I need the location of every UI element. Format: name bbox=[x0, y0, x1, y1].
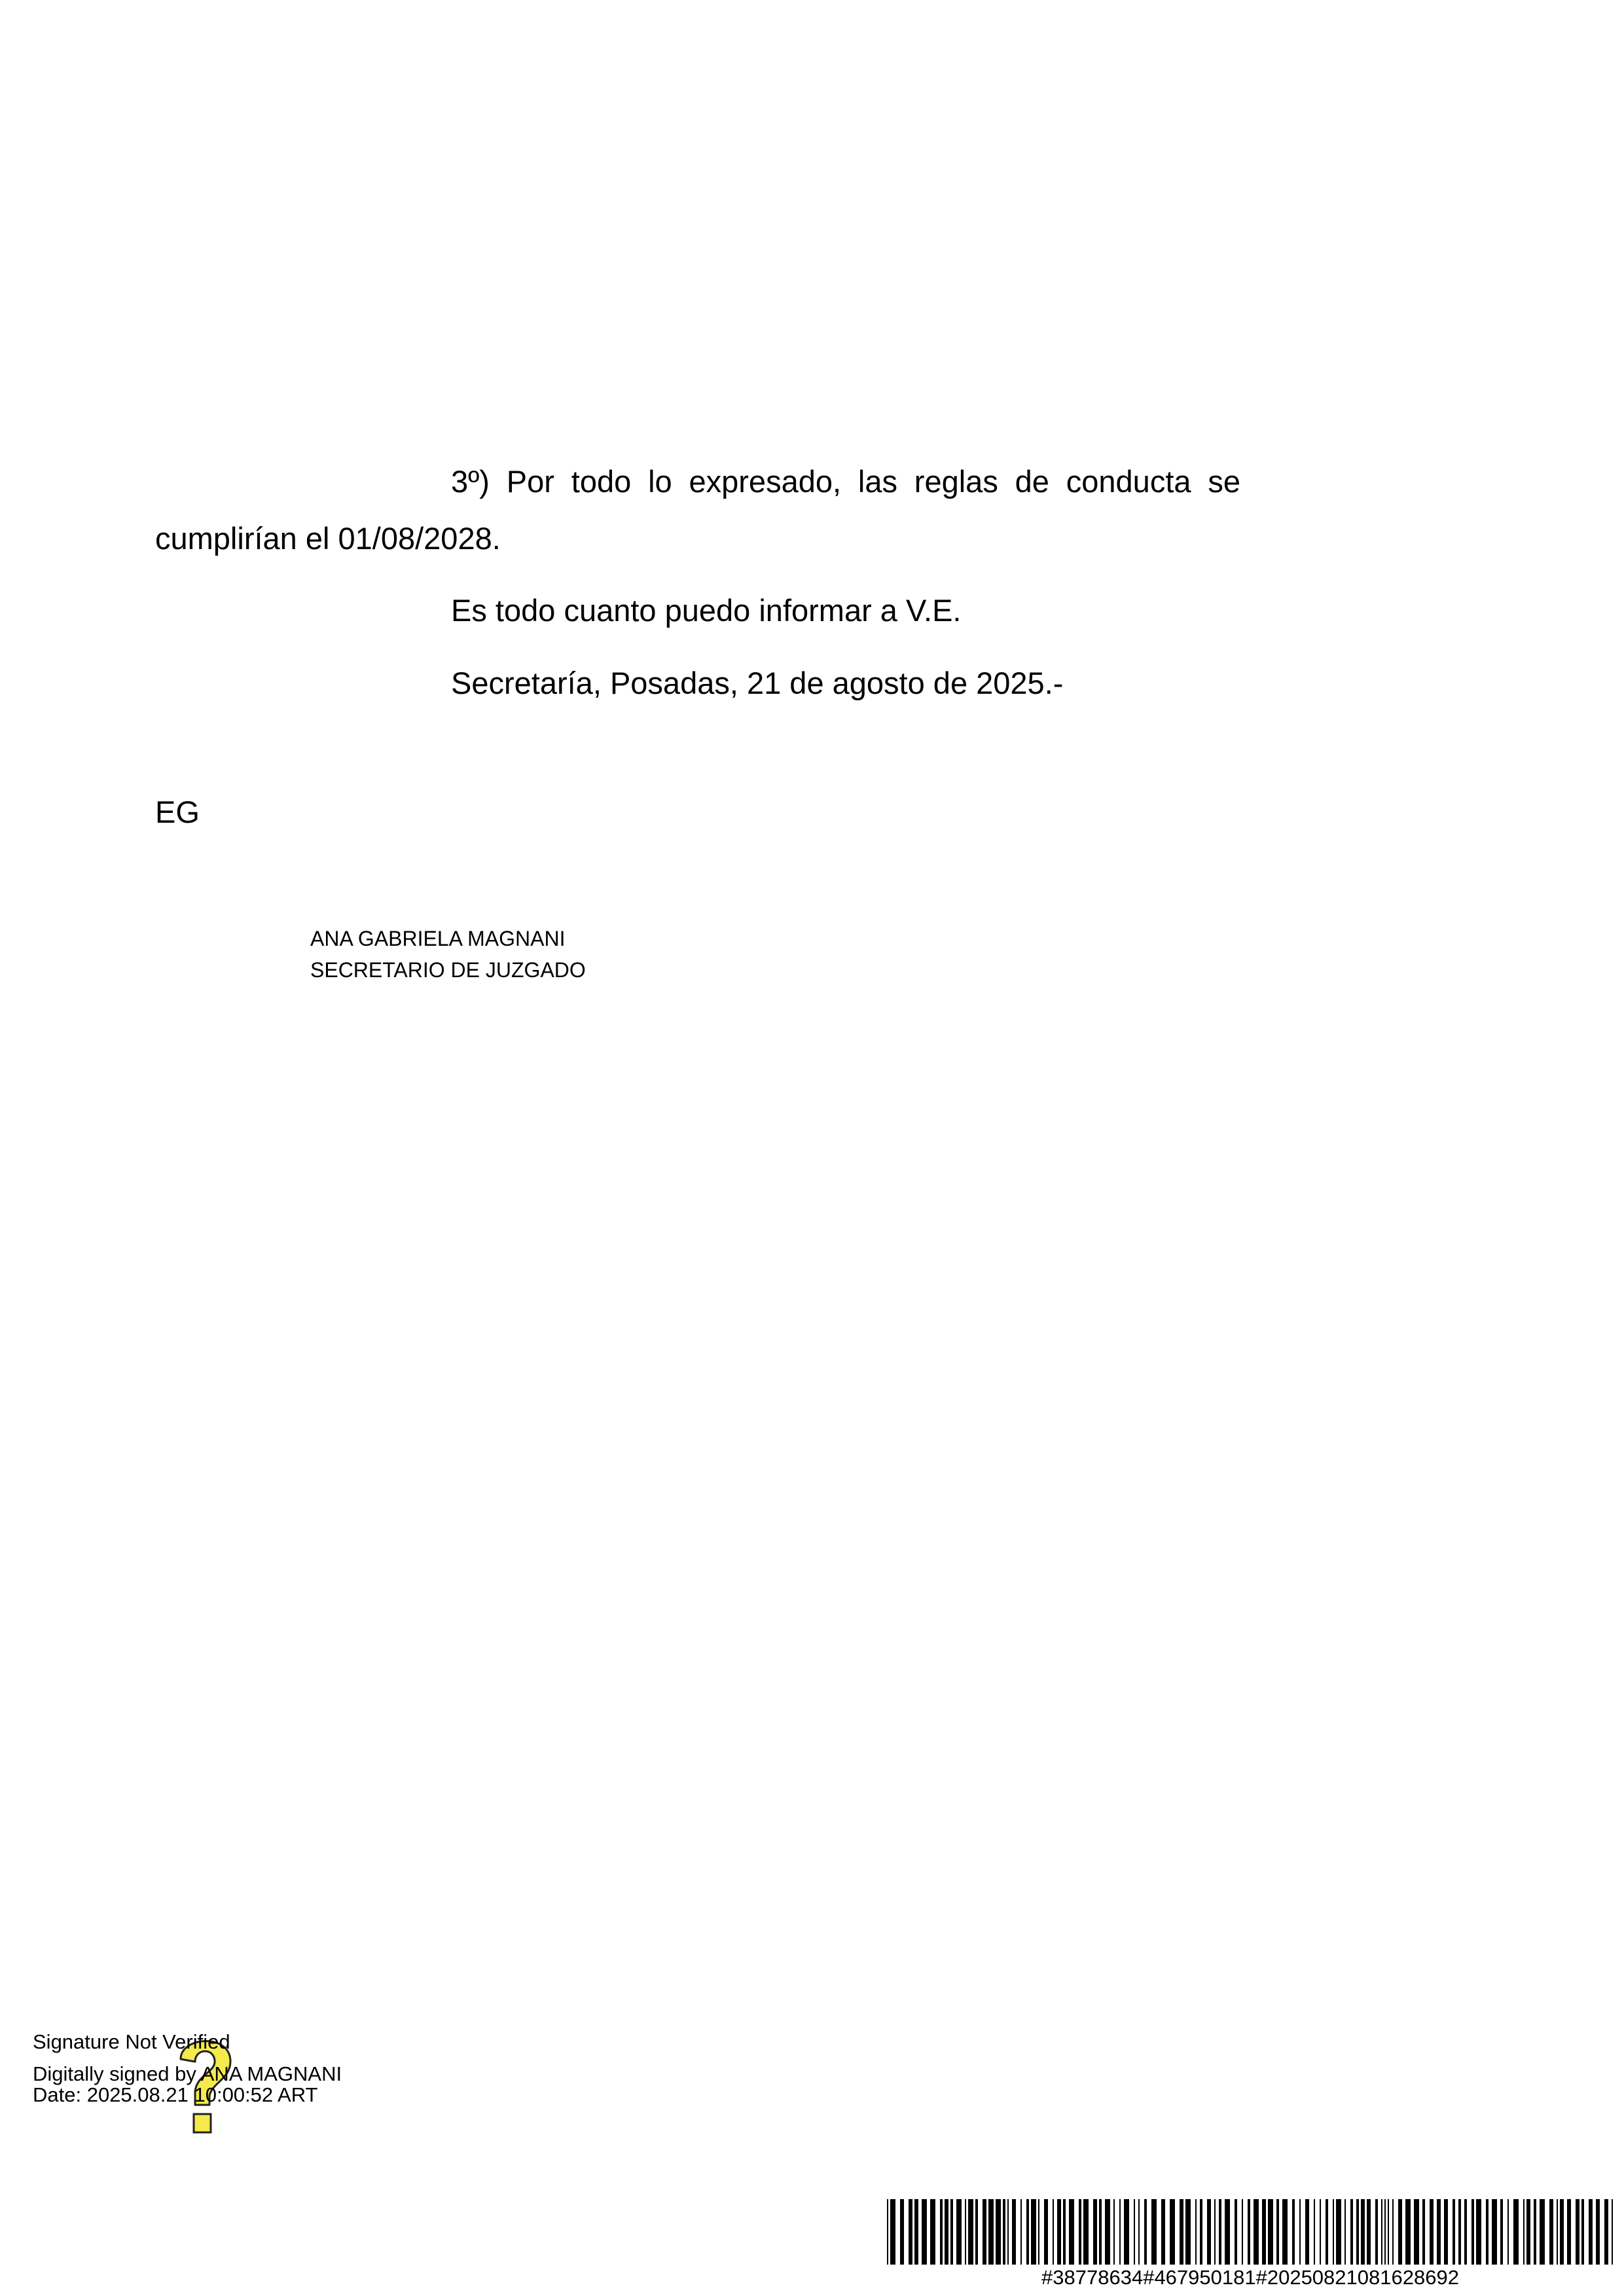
barcode-bar bbox=[1083, 2199, 1089, 2265]
signature-date: Date: 2025.08.21 10:00:52 ART bbox=[33, 2083, 318, 2106]
barcode-bar bbox=[1336, 2199, 1341, 2265]
barcode-bar bbox=[1567, 2199, 1571, 2265]
barcode-bar bbox=[1105, 2199, 1110, 2265]
barcode-bar bbox=[1007, 2199, 1009, 2265]
barcode-bar bbox=[1299, 2199, 1301, 2265]
paragraph-3-first-line: 3º) Por todo lo expresado, las reglas de conducta se bbox=[451, 464, 1240, 499]
barcode-bar bbox=[975, 2199, 978, 2265]
barcode-bar bbox=[1200, 2199, 1202, 2265]
barcode-bar bbox=[1444, 2199, 1448, 2265]
barcode-bar bbox=[1134, 2199, 1135, 2265]
barcode-bar bbox=[1581, 2199, 1584, 2265]
barcode-bar bbox=[1069, 2199, 1074, 2265]
barcode-bar bbox=[1099, 2199, 1102, 2265]
barcode-bar bbox=[1119, 2199, 1121, 2265]
barcode-code: #38778634#467950181#20250821081628692 bbox=[1041, 2266, 1459, 2289]
barcode-bar bbox=[1486, 2199, 1489, 2265]
barcode-bar bbox=[900, 2199, 904, 2265]
closing-paragraph: Es todo cuanto puedo informar a V.E. bbox=[451, 593, 962, 628]
barcode-bar bbox=[940, 2199, 943, 2265]
barcode-bar bbox=[1242, 2199, 1243, 2265]
barcode-bar bbox=[1367, 2199, 1371, 2265]
barcode bbox=[887, 2199, 1614, 2265]
barcode-bar bbox=[1282, 2199, 1288, 2265]
barcode-bar bbox=[1549, 2199, 1553, 2265]
barcode-bar bbox=[956, 2199, 962, 2265]
barcode-bar bbox=[1180, 2199, 1183, 2265]
barcode-bar bbox=[1235, 2199, 1237, 2265]
barcode-bar bbox=[965, 2199, 966, 2265]
barcode-bar bbox=[1219, 2199, 1221, 2265]
barcode-bar bbox=[1305, 2199, 1309, 2265]
barcode-bar bbox=[1388, 2199, 1389, 2265]
barcode-bar bbox=[1185, 2199, 1191, 2265]
barcode-bar bbox=[1079, 2199, 1081, 2265]
barcode-bar bbox=[1471, 2199, 1474, 2265]
barcode-bar bbox=[1430, 2199, 1434, 2265]
barcode-bar bbox=[1326, 2199, 1328, 2265]
signatory-name: ANA GABRIELA MAGNANI bbox=[310, 927, 566, 950]
barcode-bar bbox=[1361, 2199, 1365, 2265]
barcode-bar bbox=[1507, 2199, 1509, 2265]
barcode-bar bbox=[1414, 2199, 1419, 2265]
barcode-bar bbox=[1612, 2199, 1613, 2265]
barcode-bar bbox=[1124, 2199, 1129, 2265]
barcode-bar bbox=[1464, 2199, 1467, 2265]
barcode-bar bbox=[1170, 2199, 1175, 2265]
barcode-bar bbox=[1604, 2199, 1608, 2265]
barcode-bar bbox=[1453, 2199, 1455, 2265]
barcode-bar bbox=[1523, 2199, 1525, 2265]
barcode-bar bbox=[930, 2199, 935, 2265]
barcode-bar bbox=[1248, 2199, 1250, 2265]
barcode-bar bbox=[1492, 2199, 1497, 2265]
barcode-bar bbox=[1031, 2199, 1036, 2265]
barcode-bar bbox=[1012, 2199, 1016, 2265]
barcode-bar bbox=[1020, 2199, 1022, 2265]
paragraph-3-second-line: cumplirían el 01/08/2028. bbox=[155, 521, 501, 556]
barcode-bar bbox=[1422, 2199, 1425, 2265]
barcode-bar bbox=[1276, 2199, 1279, 2265]
barcode-bar bbox=[1063, 2199, 1066, 2265]
barcode-bar bbox=[1113, 2199, 1115, 2265]
barcode-bar bbox=[1292, 2199, 1295, 2265]
barcode-bar bbox=[909, 2199, 912, 2265]
barcode-bar bbox=[1344, 2199, 1346, 2265]
barcode-bar bbox=[1589, 2199, 1593, 2265]
barcode-bar bbox=[1350, 2199, 1353, 2265]
place-date-line: Secretaría, Posadas, 21 de agosto de 2025.- bbox=[451, 666, 1064, 700]
barcode-bar bbox=[1003, 2199, 1005, 2265]
barcode-bar bbox=[1540, 2199, 1545, 2265]
barcode-bar bbox=[1195, 2199, 1197, 2265]
barcode-bar bbox=[983, 2199, 986, 2265]
barcode-bar bbox=[1375, 2199, 1378, 2265]
barcode-bar bbox=[1356, 2199, 1359, 2265]
barcode-bar bbox=[1576, 2199, 1579, 2265]
barcode-bar bbox=[950, 2199, 953, 2265]
barcode-bar bbox=[1161, 2199, 1165, 2265]
barcode-bar bbox=[890, 2199, 895, 2265]
barcode-bar bbox=[1044, 2199, 1048, 2265]
barcode-bar bbox=[1138, 2199, 1140, 2265]
barcode-bar bbox=[1268, 2199, 1273, 2265]
barcode-bar bbox=[1057, 2199, 1061, 2265]
barcode-bar bbox=[887, 2199, 888, 2265]
barcode-bar bbox=[1320, 2199, 1321, 2265]
barcode-bar bbox=[1500, 2199, 1503, 2265]
barcode-bar bbox=[1314, 2199, 1315, 2265]
signature-signed-by: Digitally signed by ANA MAGNANI bbox=[33, 2062, 342, 2085]
barcode-bar bbox=[1026, 2199, 1029, 2265]
barcode-bar bbox=[1513, 2199, 1519, 2265]
barcode-bar bbox=[1214, 2199, 1216, 2265]
barcode-bar bbox=[1405, 2199, 1411, 2265]
barcode-bar bbox=[1596, 2199, 1600, 2265]
barcode-bar bbox=[1560, 2199, 1564, 2265]
signatory-title: SECRETARIO DE JUZGADO bbox=[310, 958, 586, 982]
barcode-bar bbox=[1093, 2199, 1097, 2265]
initials: EG bbox=[155, 795, 200, 829]
barcode-bar bbox=[1254, 2199, 1259, 2265]
barcode-bar bbox=[1534, 2199, 1536, 2265]
barcode-bar bbox=[1333, 2199, 1334, 2265]
signature-status: Signature Not Verified bbox=[33, 2030, 230, 2053]
barcode-bar bbox=[1398, 2199, 1402, 2265]
barcode-bar bbox=[945, 2199, 948, 2265]
barcode-bar bbox=[1557, 2199, 1558, 2265]
barcode-bar bbox=[1437, 2199, 1441, 2265]
barcode-bar bbox=[1526, 2199, 1530, 2265]
barcode-bar bbox=[996, 2199, 1001, 2265]
barcode-bar bbox=[1392, 2199, 1394, 2265]
barcode-bar bbox=[1053, 2199, 1054, 2265]
barcode-bar bbox=[1207, 2199, 1211, 2265]
barcode-bar bbox=[1038, 2199, 1039, 2265]
barcode-bar bbox=[914, 2199, 918, 2265]
barcode-bar bbox=[988, 2199, 994, 2265]
barcode-bar bbox=[1381, 2199, 1382, 2265]
barcode-bar bbox=[922, 2199, 927, 2265]
barcode-bar bbox=[1225, 2199, 1230, 2265]
barcode-bar bbox=[1151, 2199, 1157, 2265]
barcode-bar bbox=[1384, 2199, 1386, 2265]
barcode-bar bbox=[1262, 2199, 1266, 2265]
barcode-bar bbox=[1476, 2199, 1481, 2265]
barcode-bar bbox=[968, 2199, 973, 2265]
barcode-bar bbox=[1144, 2199, 1147, 2265]
barcode-bar bbox=[1458, 2199, 1461, 2265]
